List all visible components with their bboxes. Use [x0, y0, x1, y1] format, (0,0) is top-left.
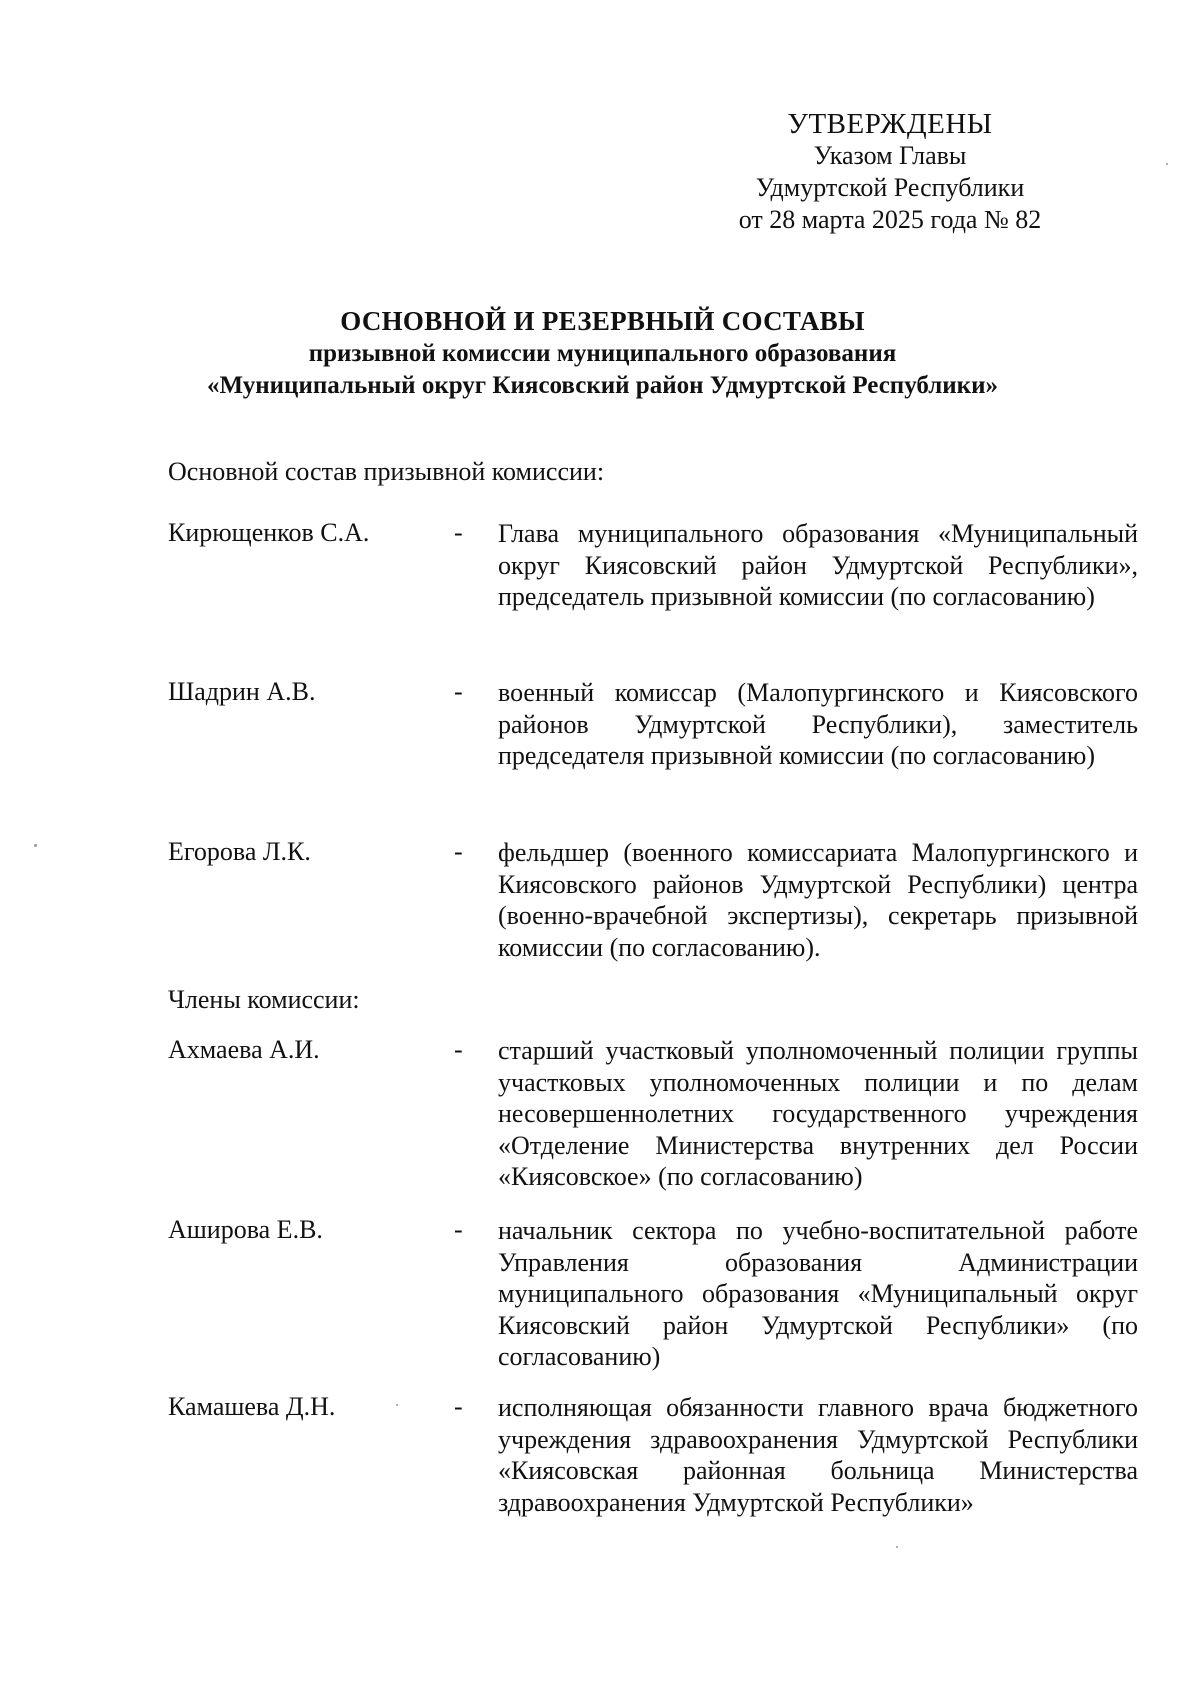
- scan-speck: [396, 1404, 398, 1406]
- member-name: Ахмаева А.И.: [168, 1035, 320, 1064]
- member-dash: -: [454, 1215, 463, 1244]
- members-label: Члены комиссии:: [168, 985, 360, 1014]
- approval-line-1: Указом Главы: [813, 141, 967, 170]
- approval-line-2: Удмуртской Республики: [755, 173, 1025, 202]
- member-name: Аширова Е.В.: [168, 1215, 323, 1244]
- member-description: старший участковый уполномоченный полиции группы участковых уполномоченных полиции и по делам несовершеннолетних государственного учреждения «Отделение Министерства внутренних дел России «Киясовское» (по согласованию): [498, 1036, 1138, 1191]
- member-name: Шадрин А.В.: [168, 677, 316, 706]
- approval-stamp: [700, 108, 1080, 236]
- member-dash: -: [454, 518, 463, 547]
- title-main: ОСНОВНОЙ И РЕЗЕРВНЫЙ СОСТАВЫ: [340, 306, 865, 336]
- member-description: Глава муниципального образования «Муниципальный округ Киясовский район Удмуртской Республики», председатель призывной комиссии (по согласованию): [498, 519, 1138, 611]
- approval-heading: УТВЕРЖДЕНЫ: [787, 108, 993, 140]
- member-description: начальник сектора по учебно-воспитательной работе Управления образования Администрации муниципального образования «Муниципальный округ Киясовский район Удмуртской Республики» (по согласованию): [498, 1216, 1138, 1371]
- member-dash: -: [454, 1392, 463, 1421]
- title-subtitle-2: «Муниципальный округ Киясовский район Удмуртской Республики»: [206, 372, 998, 399]
- scan-speck: [34, 844, 37, 847]
- member-name: Кирющенков С.А.: [168, 518, 370, 547]
- scan-speck: [1166, 163, 1168, 165]
- scan-speck: [896, 1546, 898, 1548]
- member-name: Камашева Д.Н.: [168, 1392, 336, 1421]
- member-description: военный комиссар (Малопургинского и Киясовского районов Удмуртской Республики), заместитель председателя призывной комиссии (по согласованию): [498, 678, 1138, 770]
- member-dash: -: [454, 677, 463, 706]
- member-dash: -: [454, 837, 463, 866]
- main-composition-label: Основной состав призывной комиссии:: [168, 457, 605, 486]
- member-name: Егорова Л.К.: [168, 837, 311, 866]
- title-subtitle-1: призывной комиссии муниципального образования: [308, 340, 897, 367]
- document-title: [120, 304, 1085, 402]
- member-description: фельдшер (военного комиссариата Малопургинского и Киясовского районов Удмуртской Республики) центра (военно-врачебной экспертизы), секретарь призывной комиссии (по согласованию).: [498, 838, 1138, 962]
- approval-line-3: от 28 марта 2025 года № 82: [738, 205, 1042, 234]
- member-dash: -: [454, 1035, 463, 1064]
- member-description: исполняющая обязанности главного врача бюджетного учреждения здравоохранения Удмуртской Республики «Киясовская районная больница Министерства здравоохранения Удмуртской Республики»: [498, 1393, 1138, 1517]
